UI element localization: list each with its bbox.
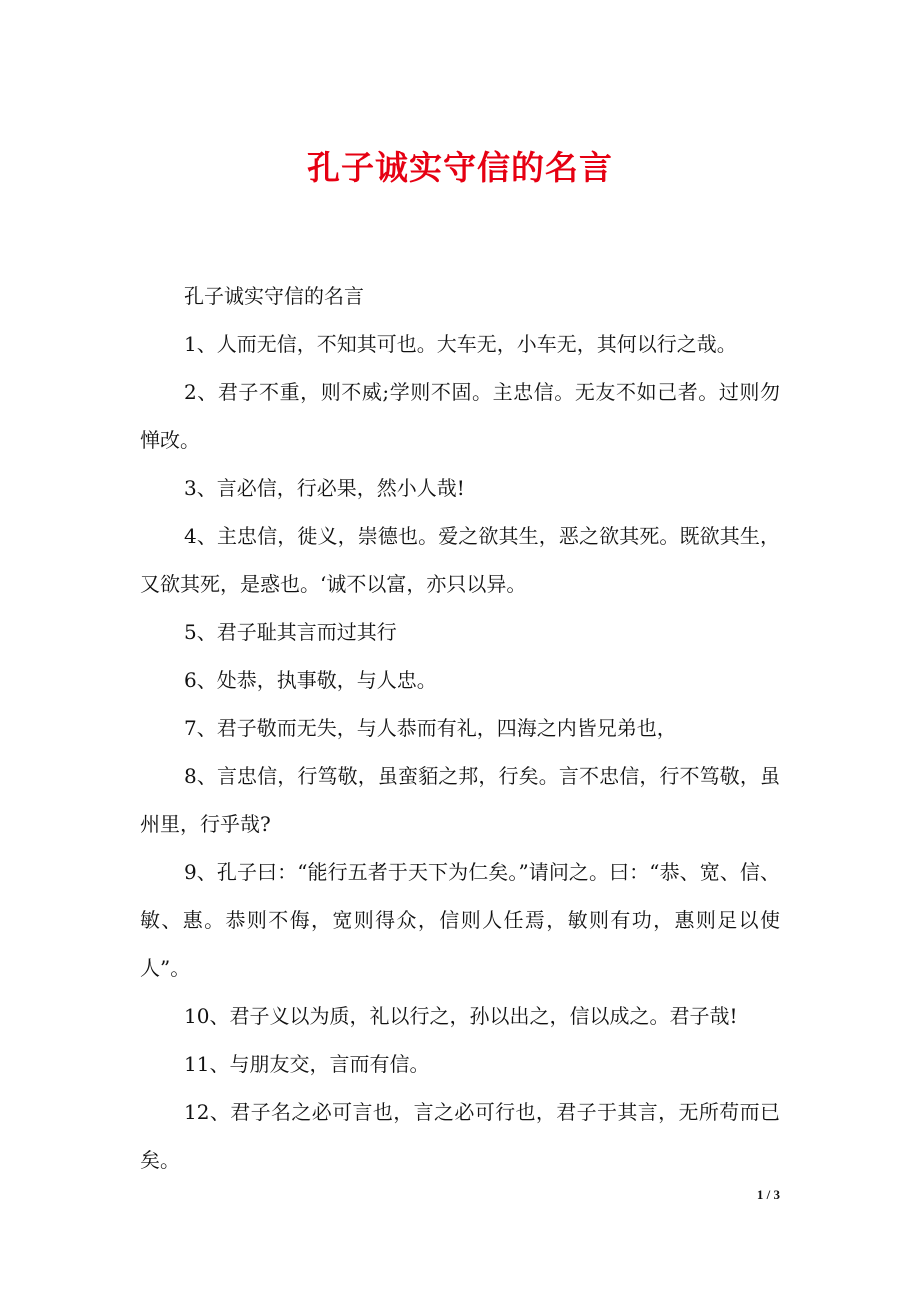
paragraph-heading: 孔子诚实守信的名言 <box>184 284 364 308</box>
document-title: 孔子诚实守信的名言 <box>307 148 613 187</box>
quote-2: 2、君子不重，则不威;学则不固。主忠信。无友不如己者。过则勿惮改。 <box>140 380 780 452</box>
quote-1: 1、人而无信，不知其可也。大车无，小车无，其何以行之哉。 <box>184 332 737 356</box>
document-body <box>140 272 780 1184</box>
quote-12: 12、君子名之必可言也，言之必可行也，君子于其言，无所苟而已矣。 <box>140 1100 780 1172</box>
page-number: 1 / 3 <box>756 1187 780 1202</box>
quote-3: 3、言必信，行必果，然小人哉! <box>184 476 465 500</box>
quote-6: 6、处恭，执事敬，与人忠。 <box>184 668 437 692</box>
quote-9: 9、孔子曰：“能行五者于天下为仁矣。”请问之。曰：“恭、宽、信、敏、惠。恭则不侮，宽则得众，信则人任焉，敏则有功，惠则足以使人”。 <box>140 860 780 980</box>
quote-4: 4、主忠信，徙义，崇德也。爱之欲其生，恶之欲其死。既欲其生，又欲其死，是惑也。‘诚不以富，亦只以异。 <box>140 524 780 596</box>
quote-10: 10、君子义以为质，礼以行之，孙以出之，信以成之。君子哉! <box>184 1004 738 1028</box>
quote-7: 7、君子敬而无失，与人恭而有礼，四海之内皆兄弟也， <box>184 716 677 740</box>
quote-8: 8、言忠信，行笃敬，虽蛮貊之邦，行矣。言不忠信，行不笃敬，虽州里，行乎哉? <box>140 764 780 836</box>
quote-11: 11、与朋友交，言而有信。 <box>184 1052 430 1076</box>
quote-5: 5、君子耻其言而过其行 <box>184 620 397 644</box>
